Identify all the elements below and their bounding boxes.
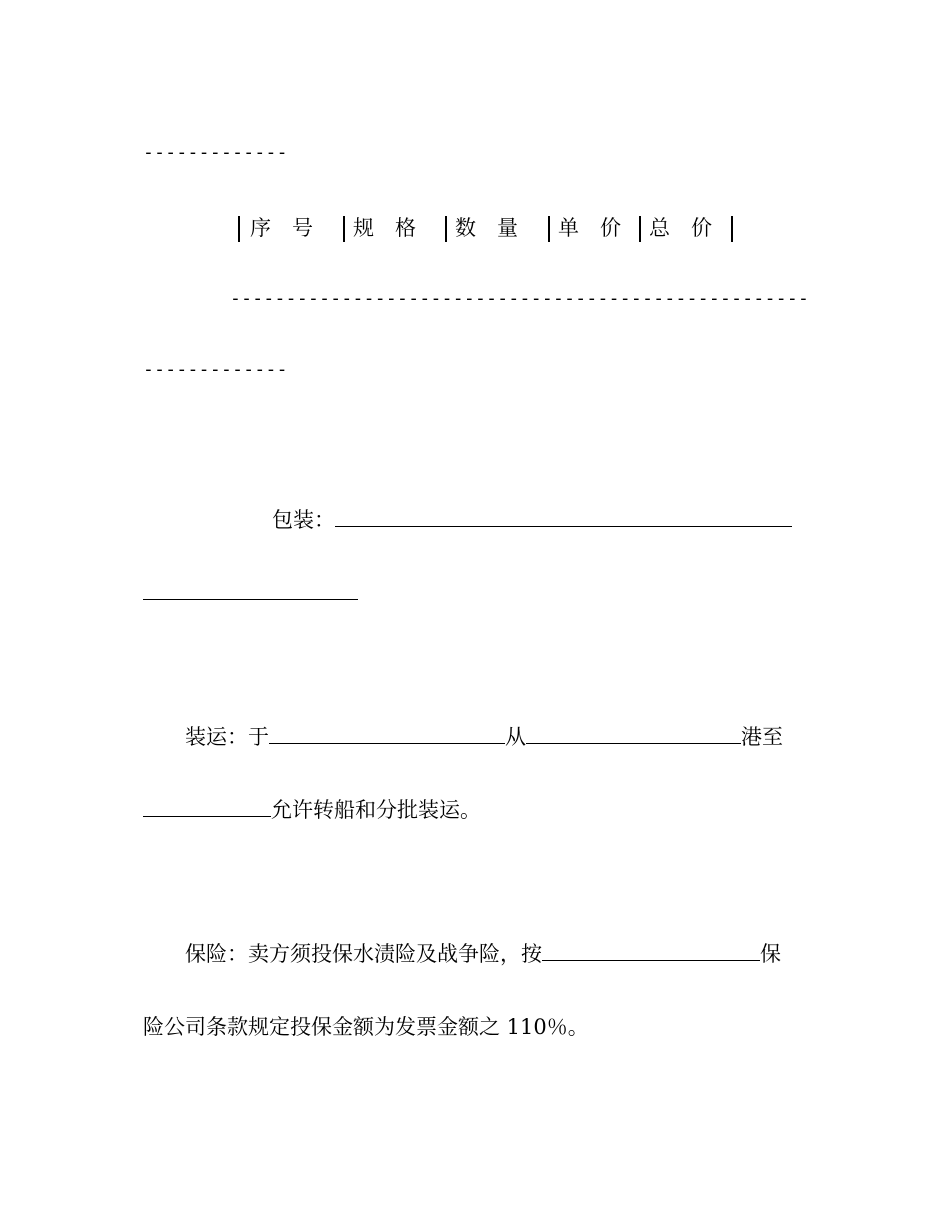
- table-border-left: [238, 216, 240, 242]
- shipment-from: 从: [505, 725, 526, 749]
- shipment-date-blank[interactable]: [269, 723, 505, 744]
- header-spec: 规 格: [353, 216, 416, 240]
- insurance-text: 保险：卖方须投保水渍险及战争险，按: [185, 942, 542, 966]
- shipment-port-to: 港至: [741, 725, 783, 749]
- table-border: [548, 216, 550, 242]
- packing-line: [272, 506, 792, 534]
- shipment-label: 装运：于: [185, 725, 269, 749]
- insurance-text-continued: 险公司条款规定投保金额为发票金额之 110％。: [143, 1015, 589, 1039]
- bottom-dashes: -------------: [143, 359, 288, 380]
- header-index: 序 号: [250, 216, 313, 240]
- top-dashes: -------------: [143, 142, 288, 163]
- insurance-company-blank[interactable]: [542, 940, 760, 961]
- header-total-price: 总 价: [649, 216, 712, 240]
- shipment-origin-port-blank[interactable]: [526, 723, 741, 744]
- packing-label: 包装：: [272, 508, 335, 532]
- table-border: [445, 216, 447, 242]
- shipment-line-1: [185, 723, 783, 751]
- table-border-right: [731, 216, 733, 242]
- packing-blank[interactable]: [335, 506, 792, 527]
- packing-blank-continued[interactable]: [143, 599, 358, 600]
- table-border: [343, 216, 345, 242]
- header-quantity: 数 量: [455, 216, 518, 240]
- insurance-text-end: 保: [760, 942, 781, 966]
- table-divider: ----------------------------------------------------: [230, 288, 810, 309]
- insurance-line-1: [185, 940, 781, 968]
- shipment-line-2: [143, 796, 481, 824]
- shipment-tail: 允许转船和分批装运。: [271, 798, 481, 822]
- header-unit-price: 单 价: [558, 216, 621, 240]
- table-border: [639, 216, 641, 242]
- insurance-line-2: [143, 1013, 589, 1041]
- shipment-destination-blank[interactable]: [143, 796, 271, 817]
